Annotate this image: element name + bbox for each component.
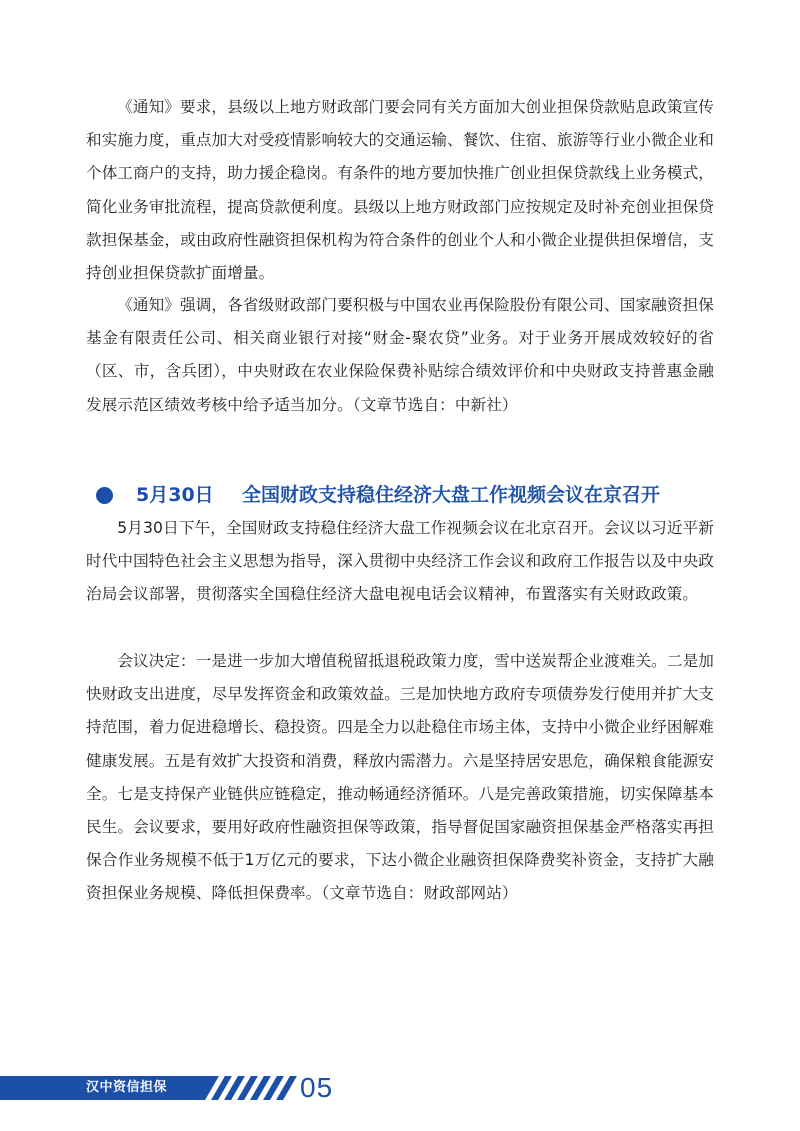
bullet-dot-icon xyxy=(96,487,113,504)
page-footer xyxy=(0,1070,800,1110)
paragraph-notice-requirements: 《通知》要求，县级以上地方财政部门要会同有关方面加大创业担保贷款贴息政策宣传和实施力度，重点加大对受疫情影响较大的交通运输、餐饮、住宿、旅游等行业小微企业和个体工商户的支持，助力援企稳岗。有条件的地方要加快推广创业担保贷款线上业务模式，简化业务审批流程，提高贷款便利度。县级以上地方财政部门应按规定及时补充创业担保贷款担保基金，或由政府性融资担保机构为符合条件的创业个人和小微企业提供担保增信，支持创业担保贷款扩面增量。 xyxy=(86,98,714,283)
page-number: 05 xyxy=(300,1072,334,1103)
paragraph-notice-emphasis: 《通知》强调，各省级财政部门要积极与中国农业再保险股份有限公司、国家融资担保基金有限责任公司、相关商业银行对接“财金-聚农贷”业务。对于业务开展成效较好的省（区、市，含兵团），中央财政在农业保险保费补贴综合绩效评价和中央财政支持普惠金融发展示范区绩效考核中给予适当加分。（文章节选自：中新社） xyxy=(86,296,714,414)
section-date: 5月30日 xyxy=(136,484,214,506)
paragraph-meeting-decisions: 会议决定：一是进一步加大增值税留抵退税政策力度，雪中送炭帮企业渡难关。二是加快财政支出进度，尽早发挥资金和政策效益。三是加快地方政府专项债券发行使用并扩大支持范围，着力促进稳增长、稳投资。四是全力以赴稳住市场主体，支持中小微企业纾困解难健康发展。五是有效扩大投资和消费，释放内需潜力。六是坚持居安思危，确保粮食能源安全。七是支持保产业链供应链稳定，推动畅通经济循环。八是完善政策措施，切实保障基本民生。会议要求，要用好政府性融资担保等政策，指导督促国家融资担保基金严格落实再担保合作业务规模不低于1万亿元的要求，下达小微企业融资担保降费奖补资金，支持扩大融资担保业务规模、降低担保费率。（文章节选自：财政部网站） xyxy=(86,652,714,903)
paragraph-meeting-intro: 5月30日下午，全国财政支持稳住经济大盘工作视频会议在北京召开。会议以习近平新时代中国特色社会主义思想为指导，深入贯彻中央经济工作会议和政府工作报告以及中央政治局会议部署，贯彻落实全国稳住经济大盘电视电话会议精神，布置落实有关财政政策。 xyxy=(86,519,714,604)
section-title: 全国财政支持稳住经济大盘工作视频会议在京召开 xyxy=(242,484,661,506)
section-heading xyxy=(96,480,726,510)
footer-brand: 汉中资信担保 xyxy=(86,1080,168,1095)
footer-stripes xyxy=(205,1076,315,1100)
